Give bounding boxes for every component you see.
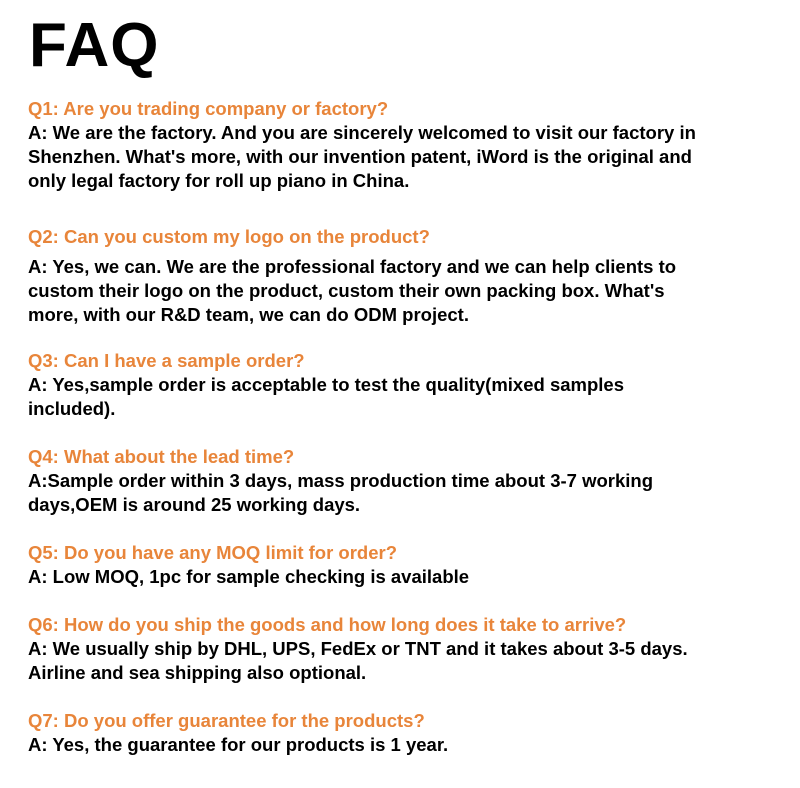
faq-question: Q5: Do you have any MOQ limit for order? — [28, 542, 398, 563]
faq-answer-line: A: We are the factory. And you are sincerely welcomed to visit our factory in — [28, 122, 696, 143]
faq-item-6 — [28, 613, 778, 685]
faq-question: Q2: Can you custom my logo on the product? — [28, 226, 430, 247]
page-title: FAQ — [29, 11, 160, 80]
faq-item-1 — [28, 97, 778, 193]
faq-question: Q1: Are you trading company or factory? — [28, 98, 389, 119]
faq-answer-line: Airline and sea shipping also optional. — [28, 662, 367, 683]
faq-item-3 — [28, 349, 778, 421]
faq-question: Q7: Do you offer guarantee for the products? — [28, 710, 425, 731]
faq-answer-line: custom their logo on the product, custom their own packing box. What's — [28, 280, 665, 301]
faq-answer-line: Shenzhen. What's more, with our invention patent, iWord is the original and — [28, 146, 692, 167]
faq-item-5 — [28, 541, 778, 589]
faq-answer-line: A: Yes, we can. We are the professional factory and we can help clients to — [28, 256, 677, 277]
faq-answer-line: only legal factory for roll up piano in China. — [28, 170, 410, 191]
faq-answer-line: included). — [28, 398, 116, 419]
faq-item-2 — [28, 225, 778, 327]
faq-answer-line: A: Yes, the guarantee for our products is 1 year. — [28, 734, 449, 755]
faq-question: Q3: Can I have a sample order? — [28, 350, 305, 371]
faq-answer-line: A: Low MOQ, 1pc for sample checking is available — [28, 566, 470, 587]
faq-question: Q4: What about the lead time? — [28, 446, 295, 467]
faq-item-4 — [28, 445, 778, 517]
faq-item-7 — [28, 709, 778, 757]
faq-answer-line: days,OEM is around 25 working days. — [28, 494, 361, 515]
faq-answer-line: A: We usually ship by DHL, UPS, FedEx or TNT and it takes about 3-5 days. — [28, 638, 688, 659]
faq-answer-line: A:Sample order within 3 days, mass production time about 3-7 working — [28, 470, 653, 491]
faq-answer-line: more, with our R&D team, we can do ODM project. — [28, 304, 469, 325]
faq-question: Q6: How do you ship the goods and how long does it take to arrive? — [28, 614, 627, 635]
faq-answer-line: A: Yes,sample order is acceptable to test the quality(mixed samples — [28, 374, 624, 395]
